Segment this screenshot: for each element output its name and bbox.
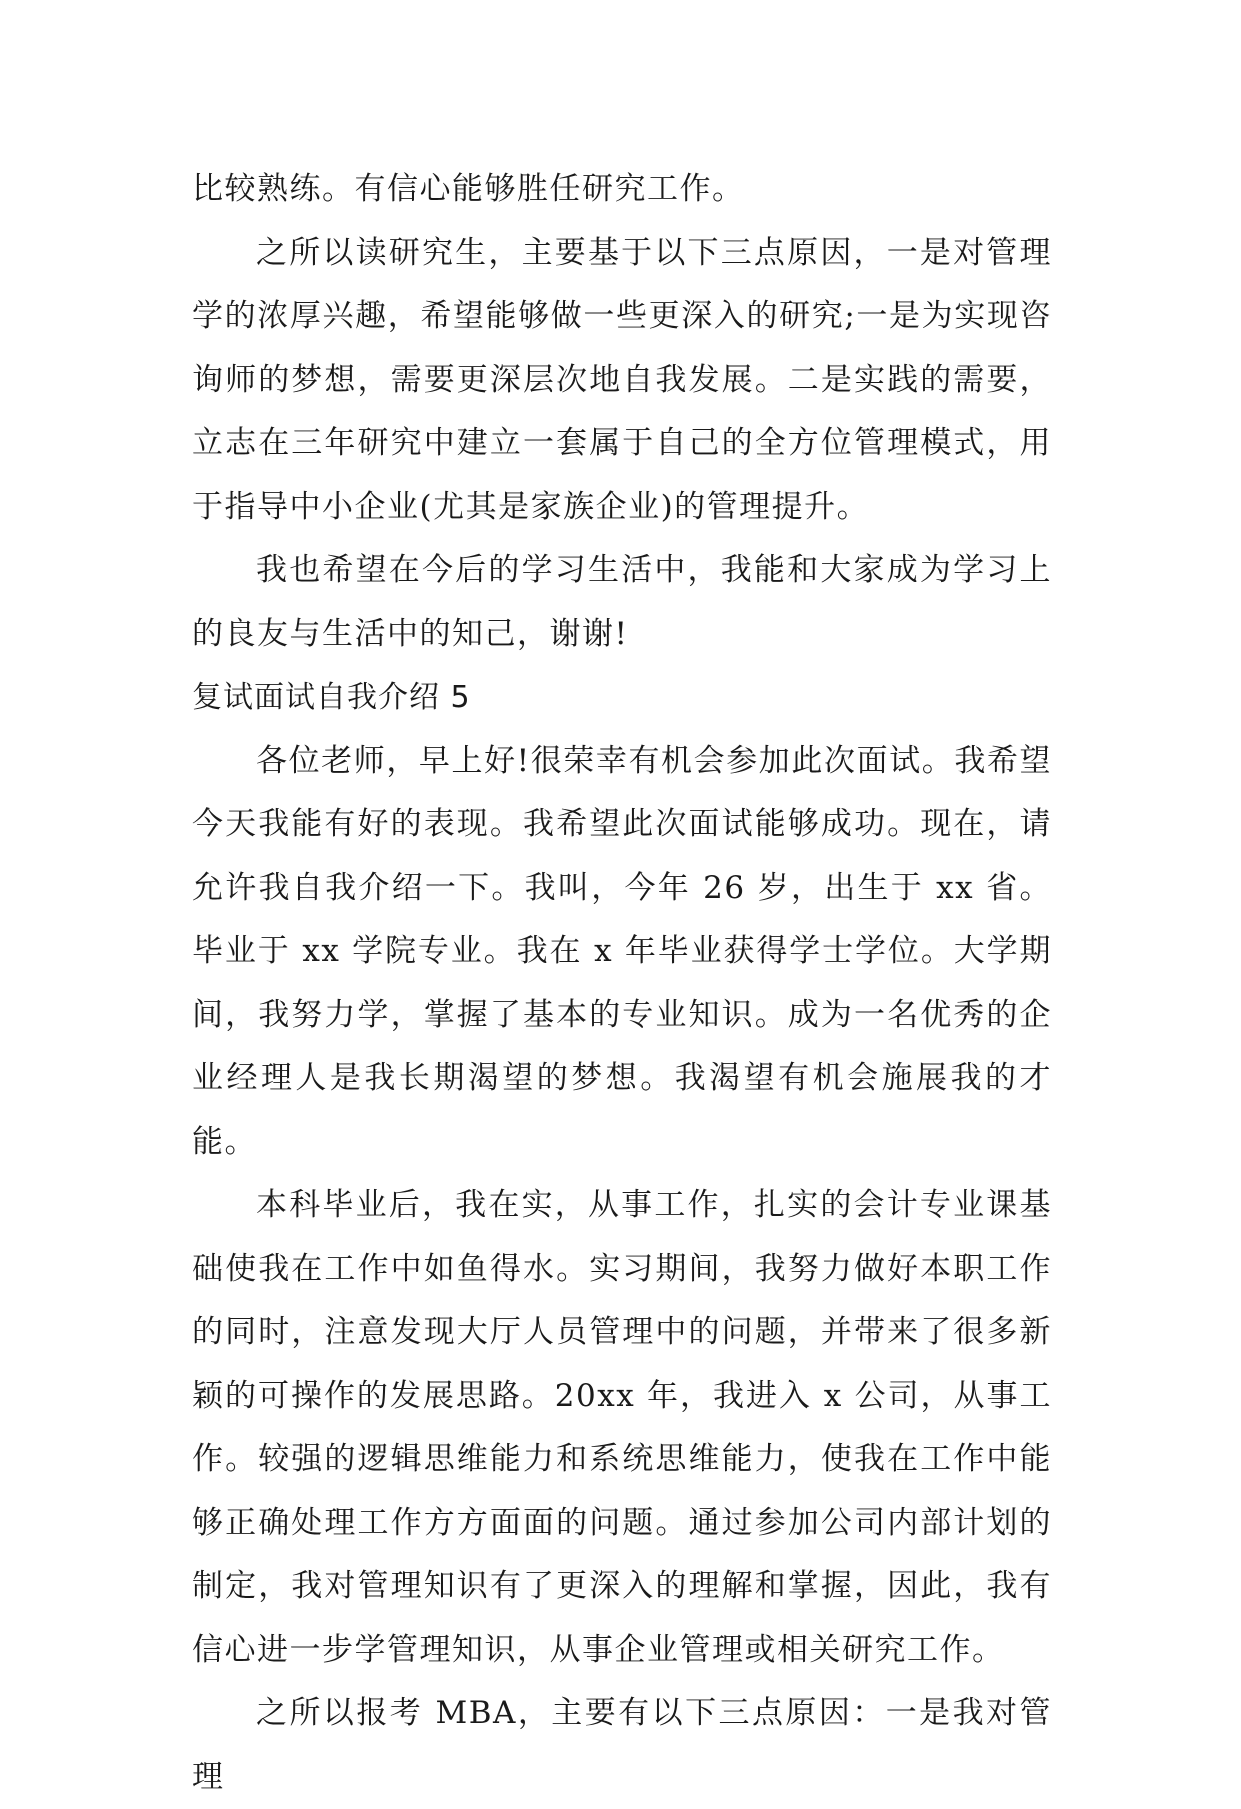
paragraph-6: 之所以报考 MBA，主要有以下三点原因：一是我对管理 <box>192 1695 1052 1795</box>
paragraph-2: 之所以读研究生，主要基于以下三点原因，一是对管理学的浓厚兴趣，希望能够做一些更深入的研究;一是为实现咨询师的梦想，需要更深层次地自我发展。二是实践的需要，立志在三年研究中建立一套属于自己的全方位管理模式，用于指导中小企业(尤其是家族企业)的管理提升。 <box>192 234 1052 525</box>
paragraph-5: 本科毕业后，我在实，从事工作，扎实的会计专业课基础使我在工作中如鱼得水。实习期间，我努力做好本职工作的同时，注意发现大厅人员管理中的问题，并带来了很多新颖的可操作的发展思路。20xx 年，我进入 x 公司，从事工作。较强的逻辑思维能力和系统思维能力，使我在工作中能够正确处理工作方方面面的问题。通过参加公司内部计划的制定，我对管理知识有了更深入的理解和掌握，因此，我有信心进一步学管理知识，从事企业管理或相关研究工作。 <box>192 1187 1052 1668</box>
section-heading: 复试面试自我介绍 5 <box>192 680 471 715</box>
paragraph-4: 各位老师，早上好!很荣幸有机会参加此次面试。我希望今天我能有好的表现。我希望此次面试能够成功。现在，请允许我自我介绍一下。我叫，今年 26 岁，出生于 xx 省。毕业于 xx 学院专业。我在 x 年毕业获得学士学位。大学期间，我努力学，掌握了基本的专业知识。成为一名优秀的企业经理人是我长期渴望的梦想。我渴望有机会施展我的才能。 <box>192 742 1052 1160</box>
paragraph-1: 比较熟练。有信心能够胜任研究工作。 <box>192 171 745 207</box>
paragraph-3: 我也希望在今后的学习生活中，我能和大家成为学习上的良友与生活中的知己，谢谢! <box>192 552 1052 652</box>
document-body <box>192 158 1052 1809</box>
